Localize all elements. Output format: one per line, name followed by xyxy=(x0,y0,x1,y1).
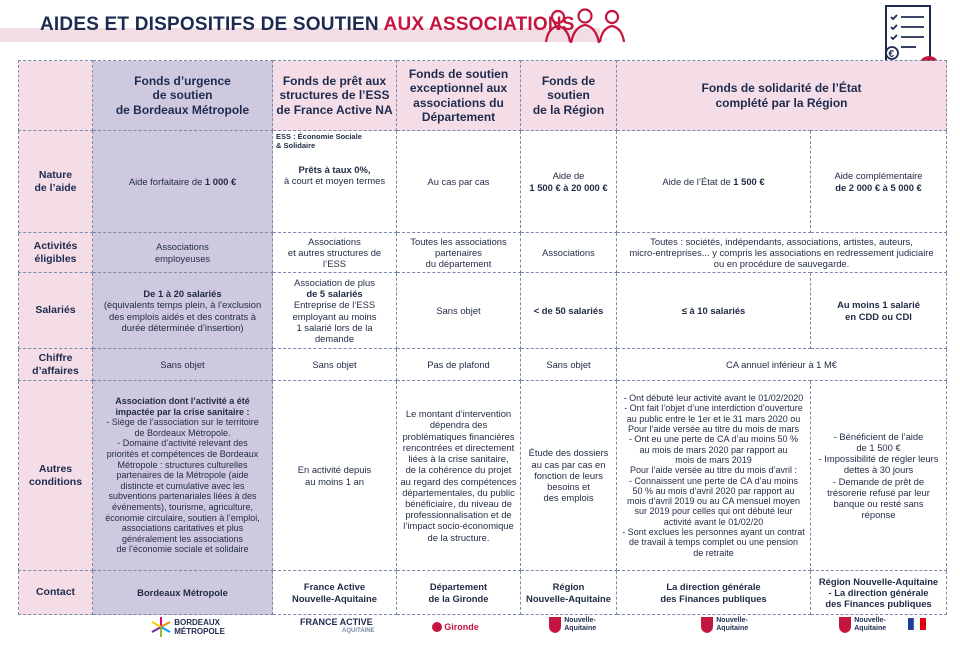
cell-nature-france-active: ESS : Économie Sociale & Solidaire Prêts à taux 0%, à court et moyen termes xyxy=(273,131,397,233)
logo-region-1: Nouvelle- Aquitaine xyxy=(548,616,596,634)
row-label-chiffre: Chiffre d’affaires xyxy=(19,349,93,381)
row-chiffre xyxy=(19,349,947,381)
row-label-activites: Activités éligibles xyxy=(19,233,93,273)
logo-gironde: Gironde xyxy=(432,622,479,632)
cell-autres-complement: - Bénéficient de l’aide de 1 500 € - Impossibilité de régler leurs dettes à 30 jours - Demande de prêt de trésorerie refusé par leur banque ou resté sans réponse xyxy=(811,381,947,571)
region-lion-icon xyxy=(838,616,852,634)
column-header-departement: Fonds de soutien exceptionnel aux associations du Département xyxy=(397,61,521,131)
cell-contact-complement: Région Nouvelle-Aquitaine - La direction générale des Finances publiques xyxy=(811,571,947,615)
cell-chiffre-departement: Pas de plafond xyxy=(397,349,521,381)
cell-salaries-complement: Au moins 1 salarié en CDD ou CDI xyxy=(811,273,947,349)
cell-contact-france-active: France Active Nouvelle-Aquitaine xyxy=(273,571,397,615)
column-header-bordeaux: Fonds d’urgence de soutien de Bordeaux Métropole xyxy=(93,61,273,131)
row-label-autres: Autres conditions xyxy=(19,381,93,571)
row-label-nature: Nature de l’aide xyxy=(19,131,93,233)
row-autres xyxy=(19,381,947,571)
logo-france-active: FRANCE ACTIVE AQUITAINE xyxy=(300,617,375,634)
cell-salaries-france-active: Association de plus de 5 salariés Entreprise de l’ESS employant au moins 1 salarié lors de la demande xyxy=(273,273,397,349)
logo-region-2: Nouvelle- Aquitaine xyxy=(700,616,748,634)
cell-nature-complement: Aide complémentaire de 2 000 € à 5 000 € xyxy=(811,131,947,233)
svg-text:€: € xyxy=(888,49,895,60)
row-salaries xyxy=(19,273,947,349)
cell-autres-france-active: En activité depuis au moins 1 an xyxy=(273,381,397,571)
cell-chiffre-france-active: Sans objet xyxy=(273,349,397,381)
people-group-icon xyxy=(540,6,630,46)
french-flag-icon xyxy=(908,618,926,630)
cell-salaries-departement: Sans objet xyxy=(397,273,521,349)
cell-autres-etat: - Ont débuté leur activité avant le 01/02/2020 - Ont fait l’objet d’une interdiction d’ouverture au public entre le 1er et le 31 mars 2020 ou Pour l’aide versée au titre du mois de mars - Ont eu une perte de CA d’au moins 50 % au mois de mars 2020 par rapport au mois de mars 2019 Pour l’aide versée au titre du mois d’avril : - Connaissent une perte de CA d’au moins 50 % au mois d’avril 2020 par rapport au mois d’avril 2019 ou au CA mensuel moyen sur 2019 pour celles qui ont débuté leur activité avant le 01/02/20 - Sont exclues les personnes ayant un contrat de travail à temps complet ou une pension de retraite xyxy=(617,381,811,571)
row-activites xyxy=(19,233,947,273)
cell-salaries-region: < de 50 salariés xyxy=(521,273,617,349)
cell-nature-departement: Au cas par cas xyxy=(397,131,521,233)
cell-nature-region: Aide de 1 500 € à 20 000 € xyxy=(521,131,617,233)
cell-chiffre-bordeaux: Sans objet xyxy=(93,349,273,381)
cell-contact-etat: La direction générale des Finances publiques xyxy=(617,571,811,615)
table-header-row xyxy=(19,61,947,131)
cell-activites-bordeaux: Associations employeuses xyxy=(93,233,273,273)
header-corner xyxy=(19,61,93,131)
cell-contact-departement: Département de la Gironde xyxy=(397,571,521,615)
cell-autres-bordeaux: Association dont l’activité a été impactée par la crise sanitaire : - Siège de l’association sur le territoire de Bordeaux Métropole. - Domaine d’activité relevant des priorités et compétences de Bordeaux Métropole : structures culturelles partenaires de la Métropole (aide distincte et cumulative avec les subventions partenariales liées à des événements), tourisme, agriculture, économie circulaire, soutien à l’emploi, associations caritatives et plus généralement les associations de l’économie sociale et solidaire xyxy=(93,381,273,571)
logo-bordeaux-metropole: BORDEAUX MÉTROPOLE xyxy=(150,616,225,638)
logo-region-3: Nouvelle- Aquitaine xyxy=(838,616,886,634)
cell-nature-etat: Aide de l’État de 1 500 € xyxy=(617,131,811,233)
row-contact xyxy=(19,571,947,615)
cell-activites-france-active: Associations et autres structures de l’ESS xyxy=(273,233,397,273)
cell-autres-region: Étude des dossiers au cas par cas en fonction de leurs besoins et des emplois xyxy=(521,381,617,571)
cell-nature-bordeaux: Aide forfaitaire de 1 000 € xyxy=(93,131,273,233)
cell-salaries-bordeaux: De 1 à 20 salariés (équivalents temps plein, à l’exclusion des emplois aidés et des contrats à durée déterminée d’insertion) xyxy=(93,273,273,349)
cell-contact-region: Région Nouvelle-Aquitaine xyxy=(521,571,617,615)
row-nature xyxy=(19,131,947,233)
partner-logos xyxy=(0,612,960,652)
row-label-salaries: Salariés xyxy=(19,273,93,349)
column-header-region: Fonds de soutien de la Région xyxy=(521,61,617,131)
cell-contact-bordeaux: Bordeaux Métropole xyxy=(93,571,273,615)
cell-chiffre-region: Sans objet xyxy=(521,349,617,381)
column-header-solidarite: Fonds de solidarité de l’État complété par la Région xyxy=(617,61,947,131)
column-header-france-active: Fonds de prêt aux structures de l’ESS de France Active NA xyxy=(273,61,397,131)
gironde-dot-icon xyxy=(432,622,442,632)
bordeaux-star-icon xyxy=(150,616,172,638)
cell-activites-region: Associations xyxy=(521,233,617,273)
cell-activites-departement: Toutes les associations partenaires du département xyxy=(397,233,521,273)
header xyxy=(0,0,960,60)
cell-activites-solidarite: Toutes : sociétés, indépendants, associations, artistes, auteurs, micro-entreprises... y compris les associations en redressement judiciaire ou en procédure de sauvegarde. xyxy=(617,233,947,273)
page-title: AIDES ET DISPOSITIFS DE SOUTIEN AUX ASSOCIATIONS xyxy=(40,14,575,35)
logo-republique-francaise xyxy=(908,618,926,630)
region-lion-icon xyxy=(548,616,562,634)
cell-salaries-etat: ≤ à 10 salariés xyxy=(617,273,811,349)
cell-autres-departement: Le montant d’intervention dépendra des problématiques financières rencontrées et directement liées à la crise sanitaire, de la cohérence du projet au regard des compétences départementales, du public bénéficiaire, du niveau de professionnalisation et de l’impact socio-économique de la structure. xyxy=(397,381,521,571)
cell-chiffre-solidarite: CA annuel inférieur à 1 M€ xyxy=(617,349,947,381)
row-label-contact: Contact xyxy=(19,571,93,615)
region-lion-icon xyxy=(700,616,714,634)
aid-comparison-table xyxy=(18,60,947,615)
